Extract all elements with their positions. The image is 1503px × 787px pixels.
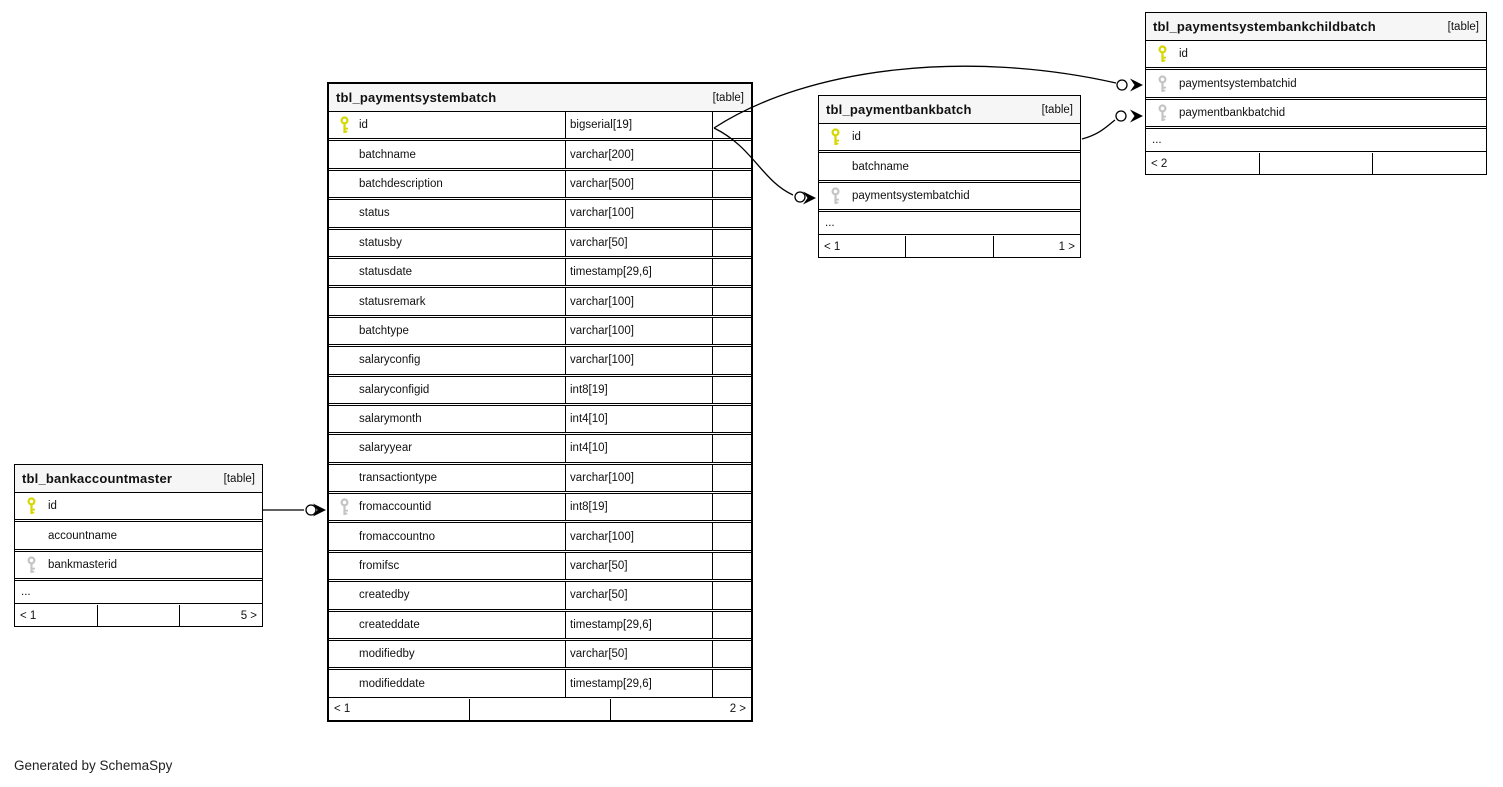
column-type: varchar[100]	[565, 288, 712, 314]
relation-gutter	[712, 288, 751, 314]
arrowhead-icon	[1130, 110, 1143, 123]
key-cell	[329, 523, 359, 549]
column-name: id	[48, 500, 57, 513]
column-row-paymentsystembatchid[interactable]	[1146, 69, 1486, 97]
column-type: varchar[50]	[565, 641, 712, 667]
relation-gutter	[712, 494, 751, 520]
zero-or-one-circle	[1116, 111, 1126, 121]
key-cell	[329, 112, 359, 138]
column-name: modifiedby	[359, 648, 415, 661]
key-cell	[819, 124, 852, 150]
column-rows	[819, 124, 1080, 210]
more-columns-ellipsis: ...	[1146, 128, 1486, 152]
column-type: varchar[50]	[565, 230, 712, 256]
zero-or-one-circle	[795, 192, 805, 202]
column-type: varchar[100]	[565, 347, 712, 373]
column-name: batchname	[852, 160, 909, 173]
column-type: bigserial[19]	[565, 112, 712, 138]
table-type-badge: [table]	[1447, 20, 1479, 33]
relation-gutter	[712, 465, 751, 491]
key-cell	[329, 141, 359, 167]
key-cell	[329, 435, 359, 461]
column-rows	[1146, 41, 1486, 127]
key-cell	[329, 553, 359, 579]
relation-gutter	[712, 200, 751, 226]
table-footer	[1146, 153, 1486, 174]
footer-children-count: 2 >	[610, 699, 751, 720]
column-row-salaryconfig[interactable]	[329, 346, 751, 374]
relation-gutter	[712, 112, 751, 138]
column-row-fromaccountno[interactable]	[329, 522, 751, 550]
key-cell	[819, 153, 852, 179]
key-cell	[15, 522, 48, 548]
primary-key-icon	[830, 128, 841, 146]
column-type: varchar[100]	[565, 318, 712, 344]
footer-parents-count: < 2	[1151, 157, 1168, 170]
table-type-badge: [table]	[223, 472, 255, 485]
column-row-salarymonth[interactable]	[329, 405, 751, 433]
relation-gutter	[712, 318, 751, 344]
footer-middle-cell	[97, 605, 180, 626]
column-name: paymentsystembatchid	[1179, 77, 1297, 90]
key-cell	[329, 318, 359, 344]
foreign-key-icon	[1157, 75, 1168, 93]
key-cell	[1146, 70, 1179, 96]
primary-key-icon	[26, 497, 37, 515]
relation-gutter	[712, 435, 751, 461]
relation-gutter	[712, 612, 751, 638]
relation-gutter	[712, 171, 751, 197]
footer-parents-count: < 1	[20, 609, 37, 622]
column-row-transactiontype[interactable]	[329, 464, 751, 492]
key-cell	[329, 288, 359, 314]
column-name: statusremark	[359, 295, 426, 308]
key-cell	[329, 406, 359, 432]
key-cell	[15, 493, 48, 519]
column-type: varchar[100]	[565, 200, 712, 226]
table-title[interactable]: tbl_paymentbankbatch	[826, 102, 972, 117]
arrowhead-icon	[1130, 79, 1143, 92]
footer-parents-count: < 1	[334, 703, 351, 716]
key-cell	[329, 171, 359, 197]
table-paymentsystembankchildbatch[interactable]	[1145, 12, 1487, 175]
primary-key-icon	[339, 116, 350, 134]
column-row-fromaccountid[interactable]	[329, 493, 751, 521]
column-name: batchdescription	[359, 177, 443, 190]
key-cell	[819, 183, 852, 209]
connector-paymentbankbatch-to-childbatch	[1082, 110, 1143, 140]
column-name: statusby	[359, 236, 402, 249]
column-row-batchdescription[interactable]	[329, 170, 751, 198]
column-row-paymentbankbatchid[interactable]	[1146, 99, 1486, 127]
footer-parents-count: < 1	[824, 240, 841, 253]
relation-gutter	[712, 347, 751, 373]
column-row-modifiedby[interactable]	[329, 640, 751, 668]
column-type: varchar[50]	[565, 582, 712, 608]
zero-or-one-circle	[1117, 80, 1127, 90]
relation-gutter	[712, 670, 751, 696]
table-type-badge: [table]	[1041, 103, 1073, 116]
table-title[interactable]: tbl_paymentsystembatch	[336, 90, 497, 105]
footer-middle-cell	[469, 699, 610, 720]
relation-gutter	[712, 141, 751, 167]
column-name: id	[1179, 48, 1188, 61]
key-cell	[329, 494, 359, 520]
table-header	[1146, 13, 1486, 41]
column-type: int4[10]	[565, 406, 712, 432]
column-type: timestamp[29,6]	[565, 670, 712, 696]
key-cell	[329, 670, 359, 696]
primary-key-icon	[1157, 45, 1168, 63]
key-cell	[329, 377, 359, 403]
column-name: salaryconfigid	[359, 383, 430, 396]
arrowhead-icon	[313, 504, 326, 517]
column-name: fromaccountno	[359, 530, 436, 543]
relation-gutter	[712, 553, 751, 579]
table-header	[329, 84, 751, 112]
key-cell	[329, 259, 359, 285]
table-paymentbankbatch[interactable]	[818, 95, 1081, 258]
relation-gutter	[712, 582, 751, 608]
column-type: int8[19]	[565, 377, 712, 403]
column-name: bankmasterid	[48, 558, 118, 571]
footer-children-count: 5 >	[179, 605, 262, 626]
key-cell	[329, 641, 359, 667]
column-type: varchar[200]	[565, 141, 712, 167]
column-row-createdby[interactable]	[329, 581, 751, 609]
relation-gutter	[712, 259, 751, 285]
column-row-statusdate[interactable]	[329, 258, 751, 286]
table-title[interactable]: tbl_paymentsystembankchildbatch	[1153, 19, 1376, 34]
column-row-batchname[interactable]	[329, 140, 751, 168]
column-type: varchar[50]	[565, 553, 712, 579]
relation-gutter	[712, 230, 751, 256]
column-row-bankmasterid[interactable]	[15, 551, 262, 579]
column-row-statusremark[interactable]	[329, 287, 751, 315]
column-row-accountname[interactable]	[15, 521, 262, 549]
footer-children-count	[1372, 153, 1486, 174]
key-cell	[15, 552, 48, 578]
column-name: batchname	[359, 148, 416, 161]
footer-children-count: 1 >	[993, 236, 1080, 257]
column-name: batchtype	[359, 324, 409, 337]
column-type: varchar[100]	[565, 465, 712, 491]
zero-or-one-circle	[306, 505, 316, 515]
key-cell	[329, 465, 359, 491]
column-row-paymentsystembatchid[interactable]	[819, 182, 1080, 210]
column-name: salarymonth	[359, 413, 422, 426]
column-name: fromaccountid	[359, 501, 432, 514]
table-header	[15, 465, 262, 493]
foreign-key-icon	[339, 498, 350, 516]
foreign-key-icon	[830, 187, 841, 205]
relation-gutter	[712, 641, 751, 667]
column-rows	[329, 112, 751, 698]
column-row-modifieddate[interactable]	[329, 669, 751, 697]
column-name: createdby	[359, 589, 410, 602]
arrowhead-icon	[803, 192, 816, 205]
relation-gutter	[712, 523, 751, 549]
column-row-id[interactable]	[1146, 41, 1486, 68]
column-name: createddate	[359, 618, 420, 631]
relation-gutter	[712, 406, 751, 432]
column-name: paymentsystembatchid	[852, 189, 970, 202]
column-name: id	[852, 131, 861, 144]
column-rows	[15, 493, 262, 579]
column-row-batchtype[interactable]	[329, 317, 751, 345]
column-row-batchname[interactable]	[819, 152, 1080, 180]
column-name: salaryyear	[359, 442, 413, 455]
connector-bankaccountmaster-to-paymentsystembatch	[263, 504, 326, 517]
column-name: paymentbankbatchid	[1179, 106, 1286, 119]
column-row-salaryconfigid[interactable]	[329, 376, 751, 404]
column-name: salaryconfig	[359, 354, 421, 367]
column-row-statusby[interactable]	[329, 229, 751, 257]
key-cell	[329, 347, 359, 373]
key-cell	[329, 582, 359, 608]
key-cell	[329, 200, 359, 226]
column-type: int4[10]	[565, 435, 712, 461]
key-cell	[1146, 41, 1179, 67]
relation-gutter	[712, 377, 751, 403]
column-name: transactiontype	[359, 471, 437, 484]
column-type: timestamp[29,6]	[565, 612, 712, 638]
key-cell	[329, 612, 359, 638]
column-name: status	[359, 207, 390, 220]
column-type: int8[19]	[565, 494, 712, 520]
key-cell	[329, 230, 359, 256]
column-row-id[interactable]	[819, 124, 1080, 151]
footer-middle-cell	[905, 236, 992, 257]
key-cell	[1146, 100, 1179, 126]
column-row-id[interactable]	[329, 112, 751, 139]
table-title[interactable]: tbl_bankaccountmaster	[22, 471, 173, 486]
column-row-fromifsc[interactable]	[329, 552, 751, 580]
table-footer	[329, 699, 751, 720]
table-type-badge: [table]	[712, 91, 744, 104]
table-paymentsystembatch[interactable]	[327, 82, 753, 722]
column-row-id[interactable]	[15, 493, 262, 520]
more-columns-ellipsis: ...	[819, 211, 1080, 235]
more-columns-ellipsis: ...	[15, 580, 262, 604]
foreign-key-icon	[1157, 104, 1168, 122]
column-type: varchar[100]	[565, 523, 712, 549]
column-type: timestamp[29,6]	[565, 259, 712, 285]
table-footer	[819, 236, 1080, 257]
column-type: varchar[500]	[565, 171, 712, 197]
column-row-salaryyear[interactable]	[329, 434, 751, 462]
column-row-createddate[interactable]	[329, 611, 751, 639]
table-header	[819, 96, 1080, 124]
table-bankaccountmaster[interactable]	[14, 464, 263, 627]
column-name: statusdate	[359, 266, 413, 279]
column-name: modifieddate	[359, 677, 425, 690]
column-row-status[interactable]	[329, 199, 751, 227]
column-name: id	[359, 119, 368, 132]
table-footer	[15, 605, 262, 626]
column-name: fromifsc	[359, 560, 400, 573]
column-name: accountname	[48, 529, 118, 542]
foreign-key-icon	[26, 556, 37, 574]
generator-note: Generated by SchemaSpy	[14, 758, 173, 773]
footer-middle-cell	[1259, 153, 1373, 174]
